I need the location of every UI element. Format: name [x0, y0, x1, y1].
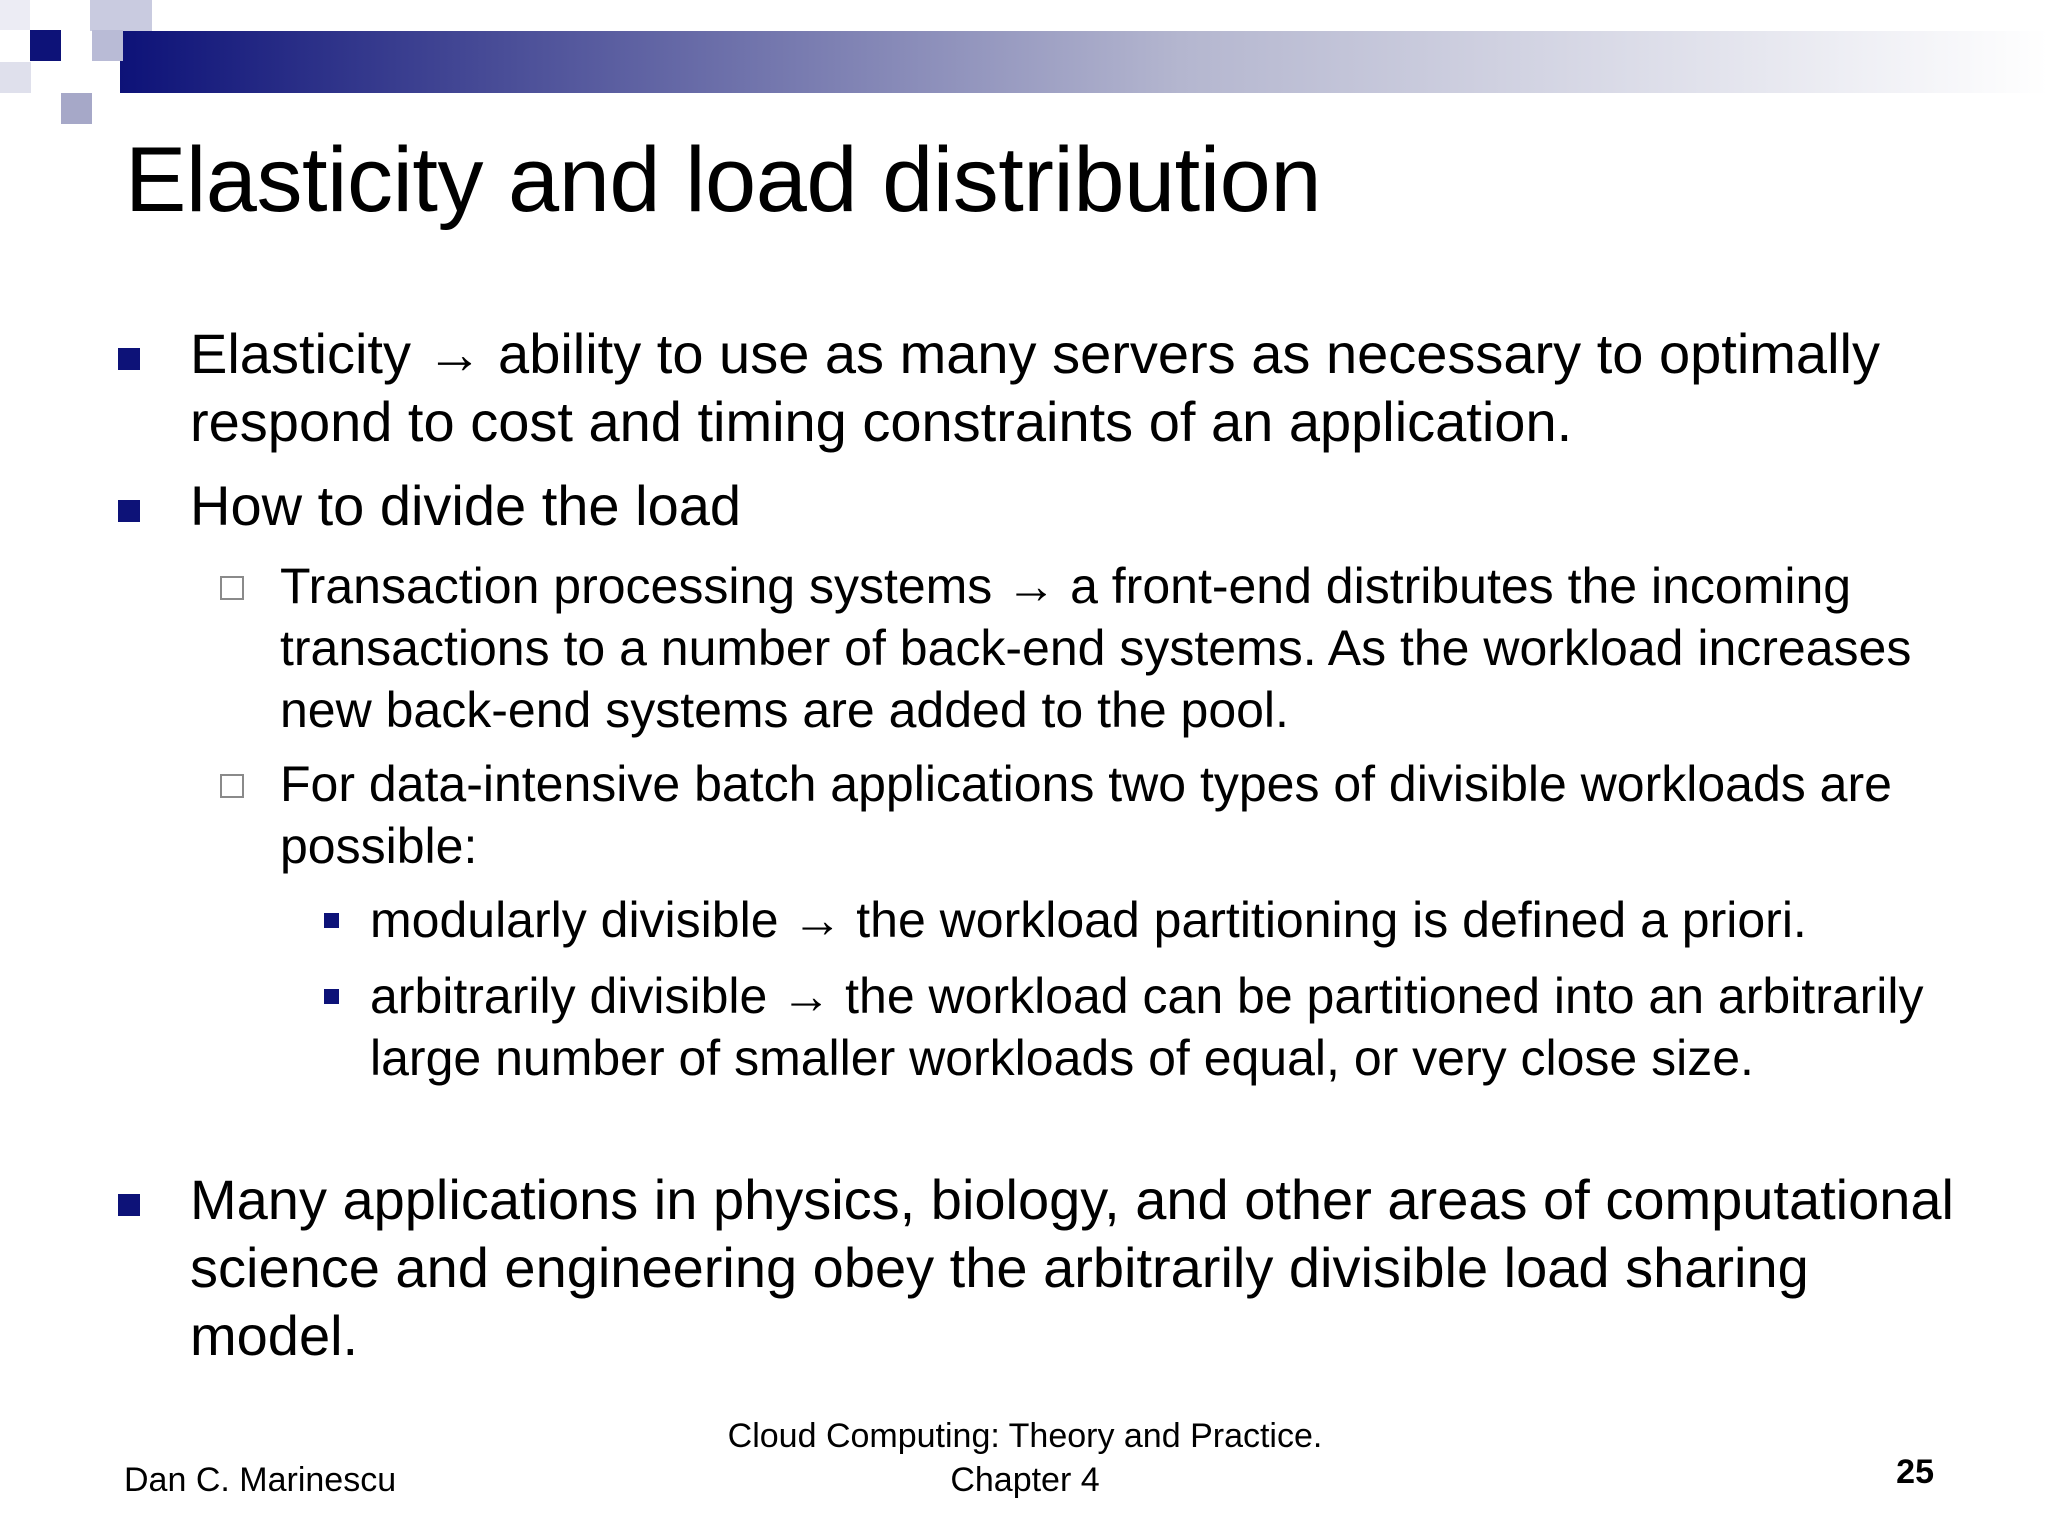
slide-title: Elasticity and load distribution — [125, 129, 1321, 231]
bullet-open-square-icon — [220, 774, 244, 798]
bullet-text: modularly divisible → the workload partitioning is defined a priori. — [370, 892, 1807, 948]
bullet-text: Transaction processing systems → a front-end distributes the incoming transactions to a number of back-end systems. As the workload increases new back-end systems are added to the pool. — [280, 558, 1912, 738]
footer-book-title — [660, 1414, 1390, 1502]
bullet-square-icon — [118, 348, 140, 370]
deco-square — [92, 30, 123, 61]
bullet-square-icon — [118, 1194, 140, 1216]
bullet-small-square-icon — [324, 913, 339, 928]
page-number: 25 — [1896, 1453, 1934, 1491]
bullet-text: How to divide the load — [190, 474, 742, 537]
bullet-text: arbitrarily divisible → the workload can be partitioned into an arbitrarily large number of smaller workloads of equal, or very close size. — [370, 968, 1924, 1086]
footer-book-line1: Cloud Computing: Theory and Practice. — [727, 1417, 1323, 1455]
deco-square — [61, 93, 92, 124]
deco-square — [90, 0, 152, 31]
bullet-text: For data-intensive batch applications two types of divisible workloads are possible: — [280, 756, 1892, 874]
header-decoration — [0, 0, 2048, 130]
bullet-text: Elasticity → ability to use as many servers as necessary to optimally respond to cost and timing constraints of an application. — [190, 322, 1880, 453]
header-gradient-bar — [120, 31, 2048, 93]
bullet-open-square-icon — [220, 576, 244, 600]
bullet-text: Many applications in physics, biology, and other areas of computational science and engineering obey the arbitrarily divisible load sharing model. — [190, 1168, 1954, 1367]
footer-book-line2: Chapter 4 — [950, 1461, 1100, 1499]
deco-square — [0, 0, 30, 30]
deco-square — [0, 62, 31, 93]
deco-square — [30, 30, 61, 61]
bullet-square-icon — [118, 500, 140, 522]
bullet-small-square-icon — [324, 989, 339, 1004]
footer-author: Dan C. Marinescu — [124, 1461, 397, 1499]
